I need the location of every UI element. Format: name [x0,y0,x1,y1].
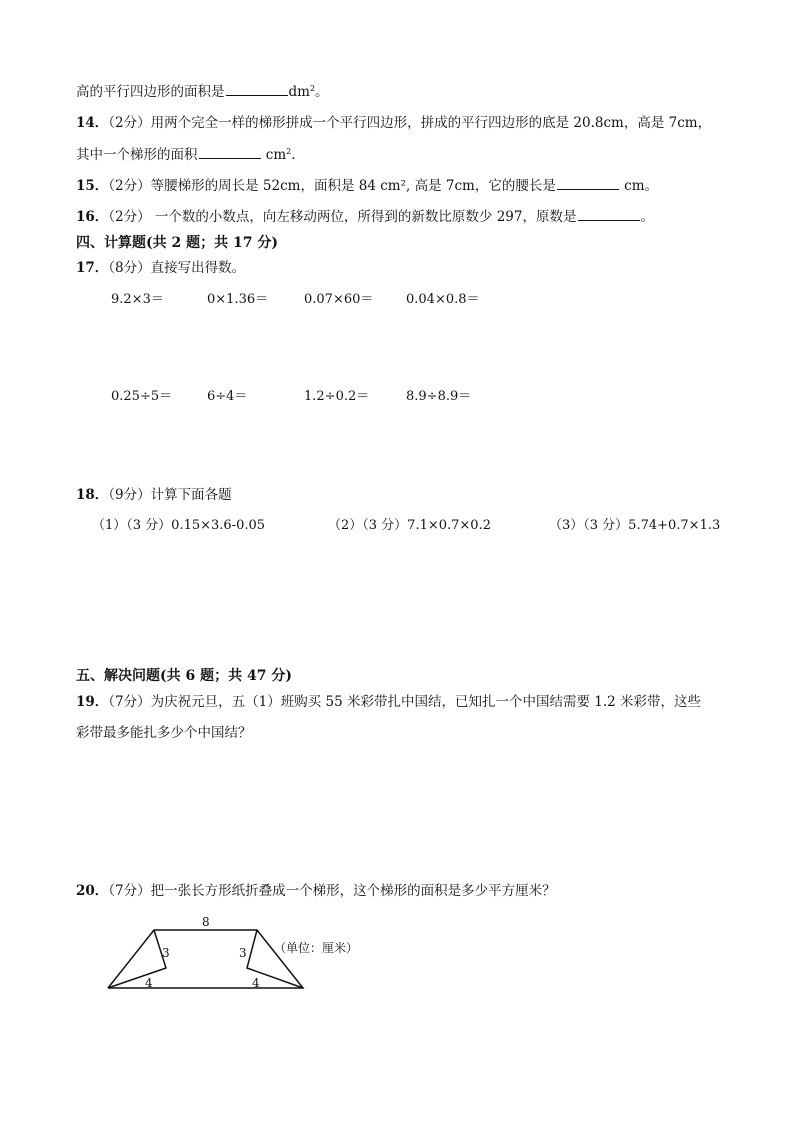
trapezoid-figure [100,908,380,998]
section-5-title: 五、解决问题(共 6 题；共 47 分) [76,668,292,684]
label-bottom-right: 4 [252,976,260,990]
question-score: （7分） [108,694,151,710]
question-number: 19． [76,694,109,710]
sub-question-3: （3）（3 分）5.74+0.7×1.3 [549,518,721,533]
label-left: 3 [162,946,170,960]
calc-item: 6÷4＝ [207,389,248,404]
q13-unit: dm [288,84,310,100]
label-top: 8 [202,915,210,929]
question-19-line2: 彩带最多能扎多少个中国结？ [76,725,252,741]
answer-blank[interactable] [199,145,261,159]
q13-sup: 2 [309,84,316,93]
calc-item: 0×1.36＝ [207,292,269,307]
question-score: （9分） [108,487,151,503]
question-17-line [76,259,245,277]
calc-item: 0.04×0.8＝ [406,292,480,307]
question-18-line [76,486,232,504]
question-number: 20． [76,883,109,899]
question-19-line1 [76,693,701,711]
calc-item: 9.2×3＝ [111,292,164,307]
question-14-line2 [76,145,296,164]
question-text: 把一张长方形纸折叠成一个梯形，这个梯形的面积是多少平方厘米？ [150,883,556,899]
label-bottom-left: 4 [145,976,153,990]
q15-end: cm。 [619,178,658,194]
question-score: （2分） [108,209,151,225]
unit-label: （单位：厘米） [274,941,359,955]
calc-item: 0.07×60＝ [304,292,374,307]
answer-blank[interactable] [557,176,619,190]
trapezoid-outline [108,930,303,988]
left-fold-line [108,930,166,988]
question-number: 14． [76,115,109,131]
question-text: 为庆祝元旦，五（1）班购买 55 米彩带扎中国结，已知扎一个中国结需要 1.2 米彩带，这些 [150,694,702,710]
question-score: （2分） [108,115,151,131]
question-16-line [76,207,654,226]
answer-blank[interactable] [578,207,640,221]
sub-question-2: （2）（3 分）7.1×0.7×0.2 [328,518,491,533]
calc-item: 0.25÷5＝ [111,389,173,404]
question-number: 18． [76,487,109,503]
q13-end: 。 [315,84,329,100]
q16-end: 。 [640,209,654,225]
section-4-title: 四、计算题(共 2 题；共 17 分) [76,235,278,251]
question-score: （8分） [108,260,151,276]
question-text: 直接写出得数。 [150,260,246,276]
q14-end: . [291,147,296,163]
question-score: （2分） [108,178,151,194]
question-number: 16． [76,209,109,225]
question-text: 用两个完全一样的梯形拼成一个平行四边形，拼成的平行四边形的底是 20.8cm，高是 7cm， [150,115,712,131]
question-score: （7分） [108,883,151,899]
question-text: 等腰梯形的周长是 52cm，面积是 84 cm², 高是 7cm，它的腰长是 [150,178,556,194]
question-20-line [76,882,556,900]
label-right: 3 [239,946,247,960]
answer-blank[interactable] [226,82,288,96]
question-13-line [76,82,329,101]
calc-item: 8.9÷8.9＝ [406,389,472,404]
question-text: 计算下面各题 [150,487,232,503]
question-15-line [76,176,658,195]
question-number: 15． [76,178,109,194]
q14-unit: cm [265,147,287,163]
calc-item: 1.2÷0.2＝ [304,389,370,404]
sub-question-1: （1）（3 分）0.15×3.6-0.05 [92,518,266,533]
question-14-line1 [76,114,711,132]
question-text: 一个数的小数点，向左移动两位，所得到的新数比原数少 297，原数是 [150,209,577,225]
question-text: 其中一个梯形的面积 [76,147,198,163]
q13-text: 高的平行四边形的面积是 [76,84,225,100]
question-number: 17． [76,260,109,276]
q14-sup: 2 [286,147,292,156]
